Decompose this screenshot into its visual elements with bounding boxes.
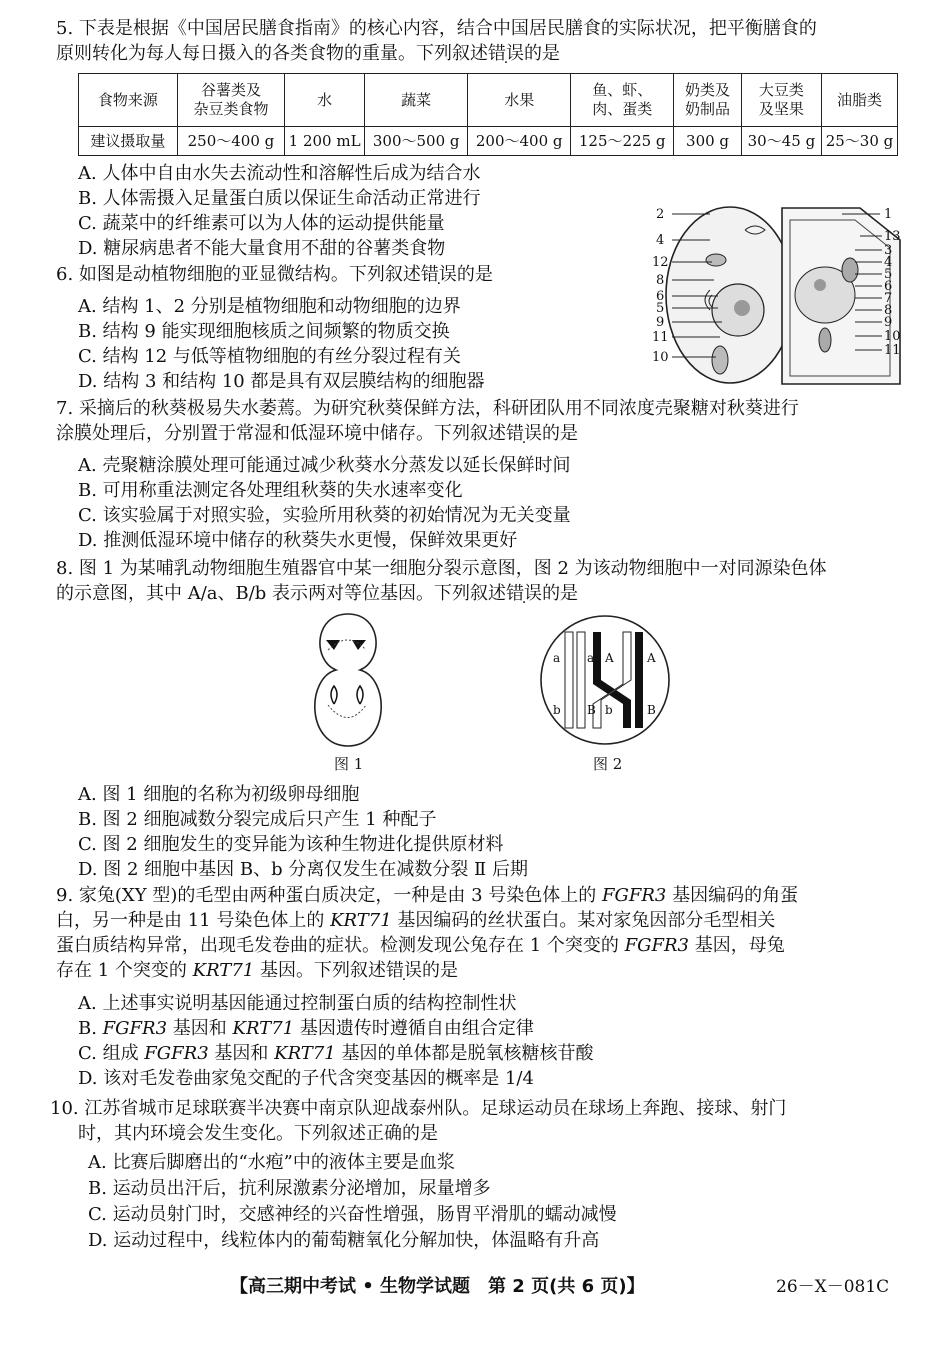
gene-label: B bbox=[587, 703, 596, 717]
q10-option-a[interactable]: A. 比赛后脚磨出的“水疱”中的液体主要是血浆 bbox=[88, 1152, 455, 1173]
animal-organelle bbox=[706, 254, 726, 266]
chromatid bbox=[565, 632, 573, 728]
table-cell: 奶类及 奶制品 bbox=[674, 74, 742, 127]
diagram-label: 1 bbox=[884, 207, 893, 222]
diagram-label: 5 bbox=[656, 301, 665, 316]
animal-nucleolus bbox=[734, 300, 750, 316]
gene-label: a bbox=[587, 651, 595, 665]
gene-label: a bbox=[553, 651, 561, 665]
diagram-label: 11 bbox=[652, 330, 669, 345]
emphasis-wrong: 错误 bbox=[385, 960, 422, 981]
question-9: 9. 家兔(XY 型)的毛型由两种蛋白质决定，一种是由 3 号染色体上的 FGFR3 基因编码的角蛋 白，另一种是由 11 号染色体上的 KRT71 基因编码的丝状蛋白。某对家兔因部分毛型相关 蛋白质结构异常，出现毛发卷曲的症状。检测发现公兔存在 1 个突变的 FGFR3 基因，母兔 存在 1 个突变的 KRT71 基因。下列叙述错误的是 bbox=[56, 885, 799, 981]
table-cell: 油脂类 bbox=[821, 74, 897, 127]
question-6: 6. 如图是动植物细胞的亚显微结构。下列叙述错误的是 bbox=[56, 264, 493, 285]
gene-label: A bbox=[605, 651, 614, 665]
q9-option-c[interactable]: C. 组成 FGFR3 基因和 KRT71 基因的单体都是脱氧核糖核苷酸 bbox=[78, 1043, 594, 1064]
diagram-label: 9 bbox=[656, 315, 665, 330]
q5-line1: 5. 下表是根据《中国居民膳食指南》的核心内容，结合中国居民膳食的实际状况，把平衡膳食的 bbox=[56, 18, 817, 39]
q5-option-a[interactable]: A. 人体中自由水失去流动性和溶解性后成为结合水 bbox=[78, 163, 481, 184]
question-5 bbox=[56, 16, 906, 66]
q5-option-c[interactable]: C. 蔬菜中的纤维素可以为人体的运动提供能量 bbox=[78, 213, 445, 234]
page-footer: 【高三期中考试 • 生物学试题 第 2 页(共 6 页)】 bbox=[230, 1276, 645, 1297]
question-10: 10. 江苏省城市足球联赛半决赛中南京队迎战泰州队。足球运动员在球场上奔跑、接球、射门 时，其内环境会发生变化。下列叙述正确的是 bbox=[50, 1098, 787, 1144]
diagram-label: 5 bbox=[884, 267, 893, 282]
table-cell: 大豆类 及坚果 bbox=[741, 74, 821, 127]
diagram-label: 2 bbox=[656, 207, 665, 222]
food-intake-table bbox=[78, 73, 898, 156]
figure-2-label: 图 2 bbox=[593, 755, 623, 773]
emphasis-wrong: 错误 bbox=[488, 43, 524, 64]
diagram-label: 12 bbox=[652, 255, 669, 270]
table-cell: 1 200 mL bbox=[285, 127, 365, 156]
q8-option-d[interactable]: D. 图 2 细胞中基因 B、b 分离仅发生在减数分裂 Ⅱ 后期 bbox=[78, 859, 528, 880]
q5-option-d[interactable]: D. 糖尿病患者不能大量食用不甜的谷薯类食物 bbox=[78, 238, 446, 259]
diagram-label: 10 bbox=[884, 329, 901, 344]
q9-option-d[interactable]: D. 该对毛发卷曲家兔交配的子代含突变基因的概率是 1/4 bbox=[78, 1068, 534, 1089]
gene-name: KRT71 bbox=[192, 960, 255, 981]
q8-option-c[interactable]: C. 图 2 细胞发生的变异能为该种生物进化提供原材料 bbox=[78, 834, 504, 855]
cell-structure-diagram bbox=[650, 200, 910, 390]
q5-option-b[interactable]: B. 人体需摄入足量蛋白质以保证生命活动正常进行 bbox=[78, 188, 481, 209]
gene-label: A bbox=[647, 651, 656, 665]
q9-option-a[interactable]: A. 上述事实说明基因能通过控制蛋白质的结构控制性状 bbox=[78, 993, 517, 1014]
q7-option-c[interactable]: C. 该实验属于对照实验，实验所用秋葵的初始情况为无关变量 bbox=[78, 505, 571, 526]
diagram-label: 3 bbox=[884, 243, 893, 258]
gene-name: FGFR3 bbox=[601, 885, 667, 906]
gene-name: KRT71 bbox=[330, 910, 392, 931]
diagram-label: 13 bbox=[884, 229, 901, 244]
dividing-cell-outline bbox=[315, 614, 381, 746]
figure-2-homologous-chromosomes bbox=[535, 610, 675, 750]
q6-option-c[interactable]: C. 结构 12 与低等植物细胞的有丝分裂过程有关 bbox=[78, 346, 461, 367]
table-cell: 300 g bbox=[674, 127, 742, 156]
diagram-label: 6 bbox=[656, 289, 665, 304]
q10-option-d[interactable]: D. 运动过程中，线粒体内的葡萄糖氧化分解加快，体温略有升高 bbox=[88, 1230, 600, 1251]
table-cell: 30～45 g bbox=[741, 127, 821, 156]
q8-option-b[interactable]: B. 图 2 细胞减数分裂完成后只产生 1 种配子 bbox=[78, 809, 437, 830]
table-cell: 蔬菜 bbox=[365, 74, 468, 127]
diagram-label: 4 bbox=[884, 255, 893, 270]
gene-label: b bbox=[553, 703, 561, 717]
animal-mitochondrion bbox=[712, 346, 728, 374]
q8-option-a[interactable]: A. 图 1 细胞的名称为初级卵母细胞 bbox=[78, 784, 360, 805]
table-cell: 谷薯类及 杂豆类食物 bbox=[177, 74, 284, 127]
q7-option-a[interactable]: A. 壳聚糖涂膜处理可能通过减少秋葵水分蒸发以延长保鲜时间 bbox=[78, 455, 571, 476]
diagram-label: 8 bbox=[884, 303, 893, 318]
table-cell: 250～400 g bbox=[177, 127, 284, 156]
exam-code: 26－X－081C bbox=[776, 1277, 890, 1297]
figure-1-label: 图 1 bbox=[334, 755, 364, 773]
question-7: 7. 采摘后的秋葵极易失水萎蔫。为研究秋葵保鲜方法，科研团队用不同浓度壳聚糖对秋葵进行 涂膜处理后，分别置于常湿和低湿环境中储存。下列叙述错误的是 bbox=[56, 398, 799, 444]
chromatid bbox=[577, 632, 585, 728]
q5-line2: 原则转化为每人每日摄入的各类食物的重量。下列叙述错误的是 bbox=[56, 43, 560, 64]
table-header-row bbox=[79, 74, 898, 127]
q7-option-d[interactable]: D. 推测低湿环境中储存的秋葵失水更慢，保鲜效果更好 bbox=[78, 530, 518, 551]
plant-nucleolus bbox=[814, 279, 826, 291]
table-cell: 建议摄取量 bbox=[79, 127, 178, 156]
table-cell: 水 bbox=[285, 74, 365, 127]
plant-mitochondrion bbox=[819, 328, 831, 352]
table-cell: 300～500 g bbox=[365, 127, 468, 156]
table-cell: 鱼、虾、 肉、蛋类 bbox=[571, 74, 674, 127]
q9-option-b[interactable]: B. FGFR3 基因和 KRT71 基因遗传时遵循自由组合定律 bbox=[78, 1018, 534, 1039]
emphasis-wrong: 错误 bbox=[420, 264, 457, 285]
table-row bbox=[79, 127, 898, 156]
figure-1-cell-division bbox=[298, 610, 398, 750]
emphasis-wrong: 错误 bbox=[506, 583, 543, 604]
diagram-label: 11 bbox=[884, 343, 901, 358]
chromatid bbox=[635, 632, 643, 728]
q7-option-b[interactable]: B. 可用称重法测定各处理组秋葵的失水速率变化 bbox=[78, 480, 463, 501]
diagram-label: 7 bbox=[884, 291, 893, 306]
table-cell: 200～400 g bbox=[468, 127, 571, 156]
diagram-label: 6 bbox=[884, 279, 893, 294]
diagram-label: 4 bbox=[656, 233, 665, 248]
q6-option-a[interactable]: A. 结构 1、2 分别是植物细胞和动物细胞的边界 bbox=[78, 296, 461, 317]
q6-option-d[interactable]: D. 结构 3 和结构 10 都是具有双层膜结构的细胞器 bbox=[78, 371, 485, 392]
table-cell: 食物来源 bbox=[79, 74, 178, 127]
diagram-label: 9 bbox=[884, 315, 893, 330]
table-cell: 125～225 g bbox=[571, 127, 674, 156]
emphasis-wrong: 错误 bbox=[506, 423, 542, 444]
gene-label: b bbox=[605, 703, 613, 717]
q6-option-b[interactable]: B. 结构 9 能实现细胞核质之间频繁的物质交换 bbox=[78, 321, 450, 342]
table-cell: 25～30 g bbox=[821, 127, 897, 156]
diagram-label: 10 bbox=[652, 350, 669, 365]
question-8: 8. 图 1 为某哺乳动物细胞生殖器官中某一细胞分裂示意图，图 2 为该动物细胞中一对同源染色体 的示意图，其中 A/a、B/b 表示两对等位基因。下列叙述错误的是 bbox=[56, 558, 827, 604]
q10-option-c[interactable]: C. 运动员射门时，交感神经的兴奋性增强，肠胃平滑肌的蠕动减慢 bbox=[88, 1204, 617, 1225]
table-cell: 水果 bbox=[468, 74, 571, 127]
gene-label: B bbox=[647, 703, 656, 717]
gene-name: FGFR3 bbox=[624, 935, 689, 956]
cell-outline bbox=[541, 616, 669, 744]
diagram-label: 8 bbox=[656, 273, 665, 288]
q10-option-b[interactable]: B. 运动员出汗后，抗利尿激素分泌增加，尿量增多 bbox=[88, 1178, 491, 1199]
